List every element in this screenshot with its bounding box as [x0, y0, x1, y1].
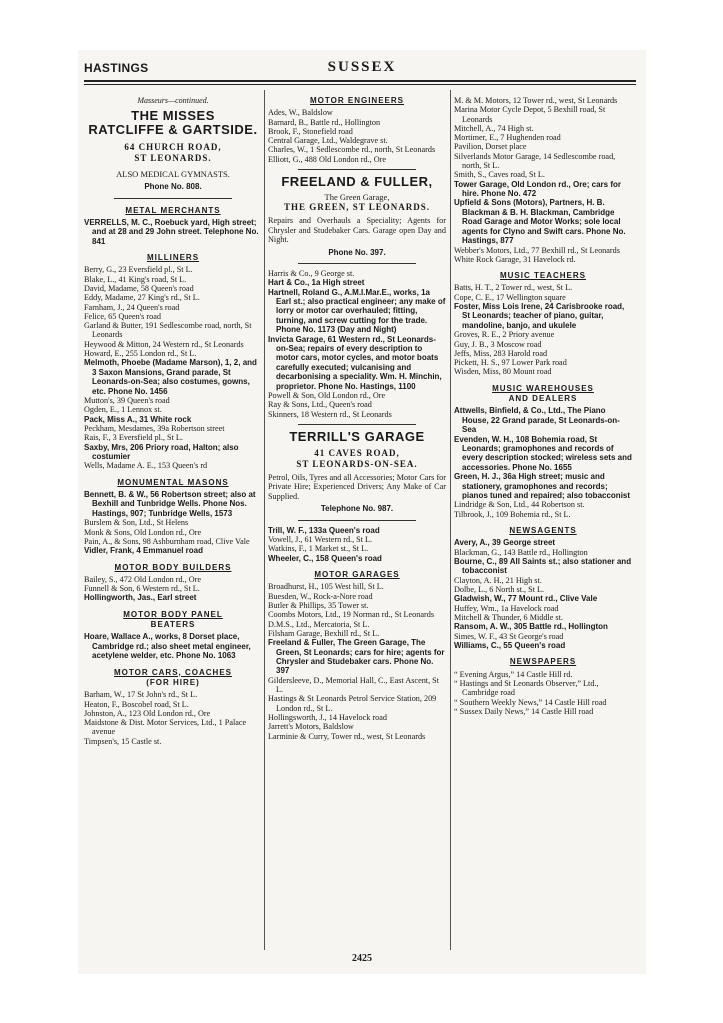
directory-entry: M. & M. Motors, 12 Tower rd., west, St Leonards	[454, 96, 618, 105]
directory-entry: Felice, 65 Queen's road	[84, 311, 161, 321]
entry-list	[268, 526, 446, 563]
directory-entry: Pack, Miss A., 31 White rock	[84, 414, 192, 424]
directory-entry: Mitchell, A., 74 High st.	[454, 123, 534, 133]
section-subheading: AND DEALERS	[508, 394, 578, 403]
section-heading: MILLINERS	[146, 253, 200, 263]
advert-rule	[114, 198, 232, 199]
directory-entry: Ogden, E., 1 Lennox st.	[84, 405, 162, 415]
entry-list	[268, 269, 446, 419]
advert-phone: Phone No. 397.	[328, 247, 386, 257]
directory-entry: Burslem & Son, Ltd., St Helens	[84, 518, 189, 528]
directory-entry: Funnell & Son, 6 Western rd., St L.	[84, 584, 200, 594]
section-continued-heading: Masseurs—continued.	[137, 96, 209, 105]
running-head-town: HASTINGS	[84, 61, 149, 75]
entry-list	[84, 575, 262, 603]
directory-entry: Lindridge & Son, Ltd., 44 Robertson st.	[454, 500, 585, 510]
directory-entry: Vidler, Frank, 4 Emmanuel road	[84, 546, 204, 556]
directory-entry: Howard, E., 255 London rd., St L.	[84, 349, 197, 359]
directory-entry: Smith, S., Caves road, St L.	[454, 170, 545, 180]
directory-entry: Marina Motor Cycle Depot, 5 Bexhill road, St Leonards	[454, 105, 606, 124]
section-heading: METAL MERCHANTS	[125, 205, 221, 215]
directory-entry: Avery, A., 39 George street	[454, 538, 556, 548]
directory-entry: Silverlands Motor Garage, 14 Sedlescombe road, north, St L.	[454, 151, 616, 171]
column-2	[268, 96, 446, 946]
advert-ratcliffe-gartside	[84, 109, 262, 191]
directory-entry: Mutton's, 39 Queen's road	[84, 396, 170, 405]
section-heading: MOTOR ENGINEERS	[310, 96, 404, 105]
section-heading: MOTOR GARAGES	[314, 570, 400, 580]
entry-list	[84, 690, 262, 746]
column-divider	[264, 90, 265, 950]
directory-entry: Garland & Butter, 191 Sedlescombe road, north, St Leonards	[84, 321, 252, 340]
advert-name: TERRILL'S GARAGE	[289, 428, 425, 444]
directory-entry: Heaton, F., Boscobel road, St L.	[84, 699, 189, 709]
directory-entry: Blackman, G., 143 Battle rd., Hollington	[454, 547, 588, 557]
directory-entry: White Rock Garage, 31 Havelock rd.	[454, 254, 576, 264]
directory-entry: Hollingsworth, J., 14 Havelock road	[268, 713, 387, 723]
directory-entry: Ray & Sons, Ltd., Queen's road	[268, 400, 372, 410]
entry-list	[454, 406, 632, 519]
advert-address: THE GREEN, ST LEONARDS.	[283, 202, 431, 213]
entry-list	[268, 582, 446, 740]
directory-entry: Simes, W. F., 43 St George's road	[454, 631, 564, 641]
advert-phone: Telephone No. 987.	[320, 504, 394, 514]
directory-entry: Evenden, W. H., 108 Bohemia road, St Leonards; gramophones and records of every description stocked; wireless sets and accessories. Phone No. 1655	[454, 434, 632, 472]
directory-entry: Bennett, B. & W., 56 Robertson street; also at Bexhill and Tunbridge Wells. Phone Nos. Hastings, 907; Tunbridge Wells, 1573	[84, 490, 256, 518]
directory-entry: Williams, C., 55 Queen's road	[454, 641, 566, 651]
directory-entry: Webber's Motors, Ltd., 77 Bexhill rd., St Leonards	[454, 245, 620, 255]
entry-list	[84, 265, 262, 470]
directory-entry: Berry, G., 23 Eversfield pl., St L.	[84, 265, 193, 275]
directory-entry: VERRELLS, M. C., Roebuck yard, High street; and at 28 and 29 John street. Telephone No. 841	[84, 217, 259, 246]
directory-entry: Gildersleeve, D., Memorial Hall, C., East Ascent, St L.	[268, 675, 439, 695]
directory-entry: Maidstone & Dist. Motor Services, Ltd., 1 Palace avenue	[84, 718, 247, 737]
directory-entry: Brook, F., Stonefield road	[268, 126, 353, 136]
directory-entry: Pavilion, Dorset place	[454, 142, 527, 152]
directory-entry: David, Madame, 58 Queen's road	[84, 284, 194, 293]
directory-entry: D.M.S., Ltd., Mercatoria, St L.	[268, 619, 370, 629]
column-divider	[450, 90, 451, 950]
directory-entry: Bourne, C., 89 All Saints st.; also stationer and tobacconist	[454, 556, 632, 576]
advert-address: 64 CHURCH ROAD,	[124, 142, 222, 153]
directory-entry: Freeland & Fuller, The Green Garage, The Green, St Leonards; cars for hire; agents for Chrysler and Studebaker cars. Phone No. 397	[268, 638, 445, 676]
header-rule	[84, 80, 636, 82]
directory-entry: Timpsen's, 15 Castle st.	[84, 736, 162, 746]
directory-entry: Clayton, A. H., 21 High st.	[454, 575, 542, 585]
advert-rule	[298, 169, 416, 170]
directory-entry: Tower Garage, Old London rd., Ore; cars for hire. Phone No. 472	[454, 179, 621, 199]
directory-entry: Blake, L., 41 King's road, St L.	[84, 274, 187, 284]
directory-entry: Gladwish, W., 77 Mount rd., Clive Vale	[454, 594, 598, 604]
directory-entry: Elliott, G., 488 Old London rd., Ore	[268, 154, 387, 164]
directory-entry: “ Evening Argus,” 14 Castle Hill rd.	[454, 669, 573, 679]
directory-entry: “ Sussex Daily News,” 14 Castle Hill road	[454, 706, 594, 716]
directory-entry: Filsham Garage, Bexhill rd., St L.	[268, 628, 380, 638]
directory-entry: Skinners, 18 Western rd., St Leonards	[268, 409, 392, 419]
directory-entry: Melmoth, Phoebe (Madame Marson), 1, 2, and 3 Saxon Mansions, Grand parade, St Leonards-on-Sea; also costumes, gowns, etc. Phone No. 1456	[84, 358, 257, 396]
section-heading: NEWSAGENTS	[509, 525, 577, 535]
header-rule-thin	[84, 84, 636, 85]
entry-list	[84, 218, 262, 246]
advert-address: ST LEONARDS-ON-SEA.	[296, 458, 418, 469]
directory-entry: Cope, C. E., 17 Wellington square	[454, 292, 566, 302]
advert-name: RATCLIFFE & GARTSIDE.	[88, 122, 258, 138]
directory-entry: Dolbe, L., 6 North st., St L.	[454, 585, 545, 595]
directory-entry: Watkins, F., 1 Market st., St L.	[268, 544, 369, 554]
directory-entry: Green, H. J., 36a High street; music and stationery, gramophones and records; pianos tuned and repaired; also tobacconist	[454, 472, 631, 500]
entry-list	[84, 632, 262, 660]
entry-list	[454, 670, 632, 716]
directory-entry: Pickett, H. S., 97 Lower Park road	[454, 358, 567, 368]
directory-entry: Trill, W. F., 133a Queen's road	[268, 525, 380, 535]
entry-list	[454, 283, 632, 376]
advert-rule	[298, 520, 416, 521]
directory-entry: Hart & Co., 1a High street	[268, 278, 365, 288]
directory-entry: Farnham, J., 24 Queen's road	[84, 302, 180, 312]
entry-list	[268, 108, 446, 164]
advert-text: The Green Garage,	[324, 192, 390, 203]
column-1	[84, 96, 262, 946]
directory-entry: Heywood & Mitton, 24 Western rd., St Leonards	[84, 339, 244, 349]
entry-list	[454, 96, 632, 264]
section-heading: MUSIC WAREHOUSES	[492, 383, 594, 393]
directory-entry: Broadhurst, H., 105 West hill, St L.	[268, 582, 384, 592]
advert-text: ALSO MEDICAL GYMNASTS.	[116, 169, 230, 180]
directory-entry: Buesden, W., Rock-a-Nore road	[268, 591, 373, 601]
directory-entry: Wells, Madame A. E., 153 Queen's rd	[84, 461, 208, 471]
directory-entry: Vowell, J., 61 Western rd., St L.	[268, 535, 373, 545]
section-heading: MUSIC TEACHERS	[499, 271, 586, 281]
directory-entry: Mitchell & Thunder, 6 Middle st.	[454, 613, 563, 623]
advert-phone: Phone No. 808.	[144, 182, 202, 192]
running-head-county: SUSSEX	[327, 59, 397, 75]
column-3	[454, 96, 632, 946]
directory-entry: Harris & Co., 9 George st.	[268, 268, 355, 278]
advert-name: THE MISSES	[131, 108, 215, 124]
directory-entry: Attwells, Binfield, & Co., Ltd., The Piano House, 22 Grand parade, St Leonards-on-Sea	[454, 406, 620, 435]
directory-entry: “ Southern Weekly News,” 14 Castle Hill road	[454, 697, 607, 707]
directory-entry: Ransom, A. W., 305 Battle rd., Hollington	[454, 622, 608, 632]
entry-list	[84, 490, 262, 556]
section-subheading: (FOR HIRE)	[146, 677, 200, 687]
directory-entry: Johnston, A., 123 Old London rd., Ore	[84, 708, 211, 718]
advert-terrills-garage	[268, 430, 446, 514]
directory-entry: Huffey, Wm., 1a Havelock road	[454, 603, 559, 613]
directory-entry: Hastings & St Leonards Petrol Service Station, 209 London rd., St L.	[268, 694, 437, 713]
directory-entry: Eddy, Madame, 27 King's rd., St L.	[84, 293, 200, 303]
directory-entry: Hoare, Wallace A., works, 8 Dorset place, Cambridge rd.; also sheet metal engineer, acetylene welder, etc. Phone No. 1063	[84, 632, 251, 661]
directory-entry: Wheeler, C., 158 Queen's road	[268, 553, 382, 563]
directory-entry: Charles, W., 1 Sedlescombe rd., north, St Leonards	[268, 145, 436, 155]
advert-name: FREELAND & FULLER,	[281, 174, 433, 190]
directory-entry: Guy, J. B., 3 Moscow road	[454, 339, 542, 349]
directory-entry: Bailey, S., 472 Old London rd., Ore	[84, 574, 202, 584]
advert-text: Repairs and Overhauls a Speciality; Agents for Chrysler and Studebaker Cars. Garage open Day and Night.	[268, 216, 446, 245]
directory-entry: Larminie & Curry, Tower rd., west, St Leonards	[268, 731, 426, 741]
directory-entry: Powell & Son, Old London rd., Ore	[268, 391, 386, 401]
section-heading: NEWSPAPERS	[509, 657, 577, 667]
directory-entry: Peckham, Mesdames, 39a Robertson street	[84, 424, 225, 433]
advert-text: Petrol, Oils, Tyres and all Accessories; Motor Cars for Private Hire; Experienced Drivers; Any Make of Car Supplied.	[268, 472, 446, 501]
section-heading: MOTOR BODY PANEL	[123, 609, 223, 619]
directory-entry: Jeffs, Miss, 283 Harold road	[454, 348, 548, 358]
directory-entry: Groves, R. E., 2 Priory avenue	[454, 330, 555, 340]
section-heading: MOTOR CARS, COACHES	[114, 667, 232, 677]
directory-entry: Jarrett's Motors, Baldslow	[268, 722, 354, 732]
advert-freeland-fuller	[268, 175, 446, 257]
directory-page	[78, 50, 646, 974]
directory-entry: Batts, H. T., 2 Tower rd., west, St L.	[454, 283, 573, 293]
directory-entry: Coombs Motors, Ltd., 19 Norman rd., St Leonards	[268, 610, 435, 620]
directory-entry: Upfield & Sons (Motors), Partners, H. B. Blackman & B. H. Blackman, Cambridge Road Garage and Motor Works; sole local agents for Clyno and Swift cars. Phone No. Hastings, 877	[454, 198, 626, 246]
directory-entry: Mortimer, E., 7 Hughenden road	[454, 133, 561, 143]
directory-entry: Saxby, Mrs, 206 Priory road, Halton; also costumier	[84, 442, 239, 461]
directory-entry: Invicta Garage, 61 Western rd., St Leonards-on-Sea; repairs of every description to motor cars, motor cycles, and motor boats carefully executed; vulcanising and decarbonising a speciality. Wm. H. Minchin, proprietor. Phone No. Hastings, 1100	[268, 334, 442, 391]
directory-entry: Barnard, B., Battle rd., Hollington	[268, 117, 381, 127]
directory-entry: Hollingworth, Jas., Earl street	[84, 593, 197, 603]
advert-address: ST LEONARDS.	[134, 153, 212, 164]
page-number: 2425	[352, 953, 372, 964]
section-heading: MOTOR BODY BUILDERS	[114, 562, 232, 572]
advert-rule	[298, 263, 416, 264]
directory-entry: Central Garage, Ltd., Waldegrave st.	[268, 136, 388, 146]
section-subheading: BEATERS	[150, 620, 196, 630]
directory-entry: Ades, W., Baldslow	[268, 108, 333, 118]
advert-rule	[298, 424, 416, 425]
directory-entry: “ Hastings and St Leonards Observer,” Ltd., Cambridge road	[454, 679, 599, 698]
section-heading: MONUMENTAL MASONS	[117, 477, 229, 487]
directory-entry: Butler & Phillips, 35 Tower st.	[268, 601, 369, 611]
advert-address: 41 CAVES ROAD,	[314, 447, 400, 458]
directory-entry: Foster, Miss Lois Irene, 24 Carisbrooke road, St Leonards; teacher of piano, guitar, mandoline, banjo, and ukulele	[454, 302, 625, 330]
directory-entry: Barham, W., 17 St John's rd., St L.	[84, 690, 198, 700]
directory-entry: Hartnell, Roland G., A.M.I.Mar.E., works, 1a Earl st.; also practical engineer; any make of lorry or motor car overhauled; fitting, turning, and screw cutting for the trade. Phone No. 1173 (Day and Night)	[268, 287, 446, 335]
directory-entry: Wisden, Miss, 80 Mount road	[454, 367, 552, 377]
directory-entry: Monk & Sons, Old London rd., Ore	[84, 527, 202, 537]
directory-entry: Pain, A., & Sons, 98 Ashburnham road, Clive Vale	[84, 536, 250, 546]
directory-entry: Tilbrook, J., 109 Bohemia rd., St L.	[454, 509, 571, 519]
directory-entry: Rais, F., 3 Eversfield pl., St L.	[84, 433, 183, 443]
entry-list	[454, 538, 632, 650]
